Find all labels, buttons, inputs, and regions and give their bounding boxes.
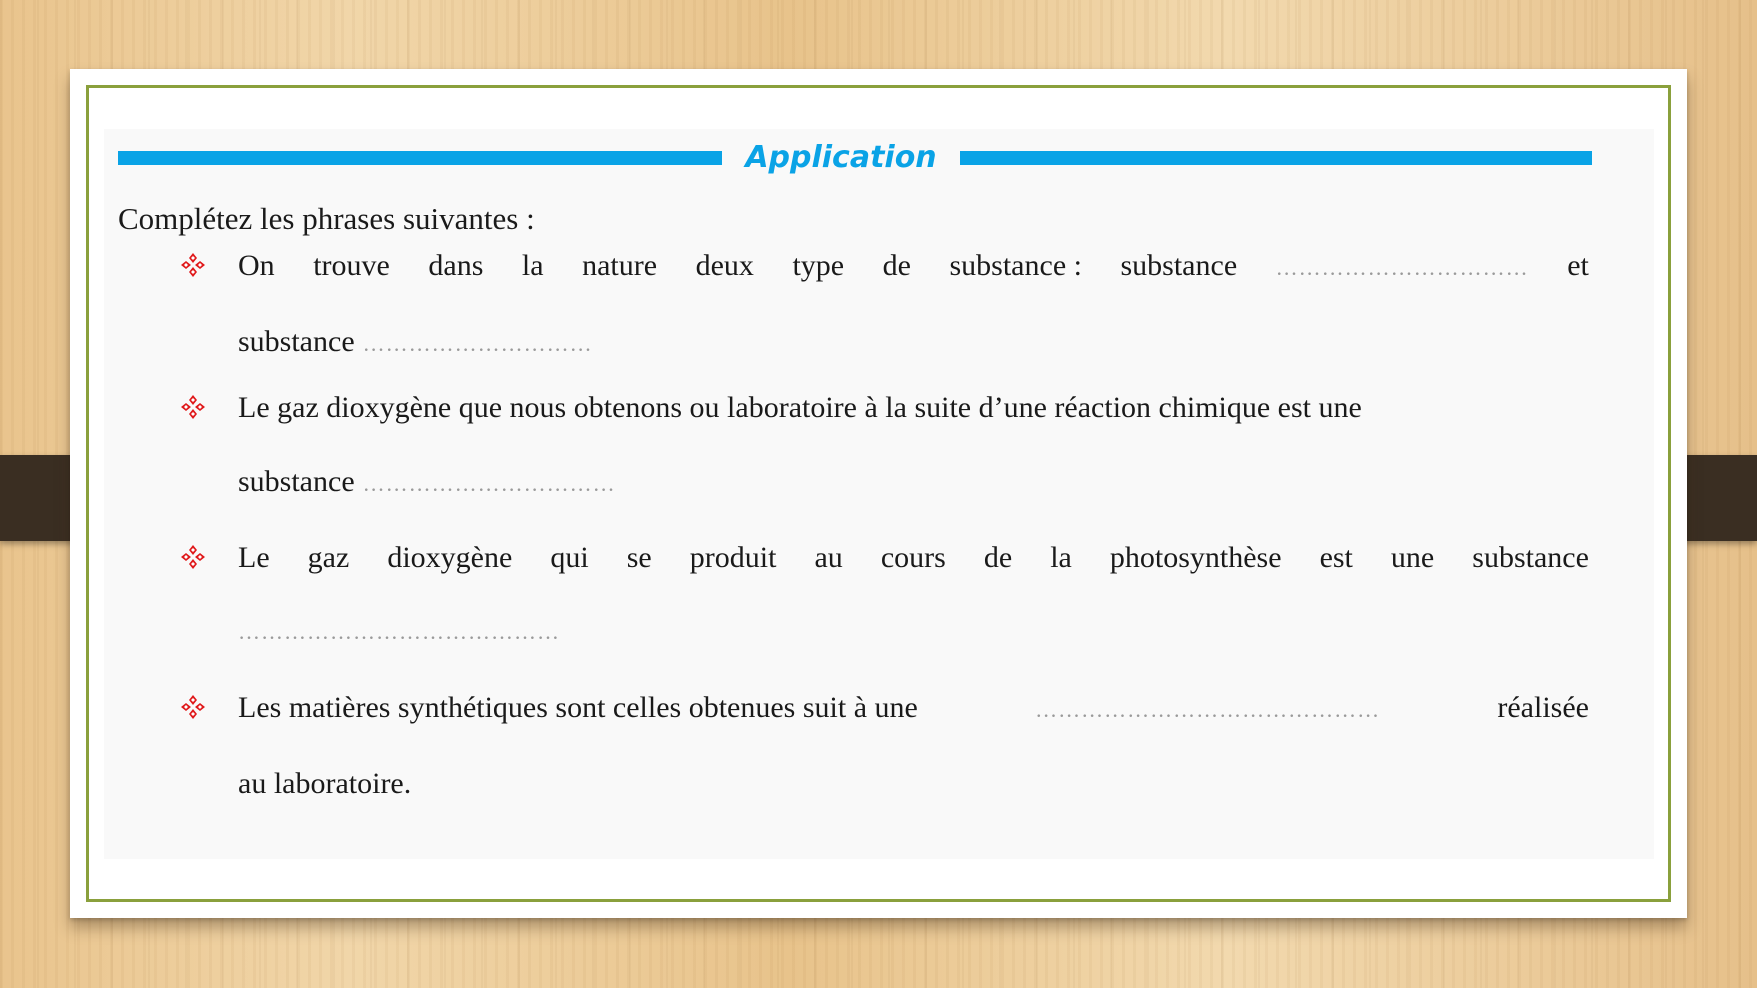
item-1-line-1 [238, 246, 1589, 288]
word: au [814, 541, 843, 574]
sentence-text: Le gaz dioxygène que nous obtenons ou laboratoire à la suite d’une réaction chimique est une [238, 391, 1362, 424]
section-title: Application [745, 140, 937, 175]
word: substance [238, 465, 355, 498]
word: type [792, 249, 845, 282]
word: réalisée [1497, 691, 1589, 724]
word: cours [880, 541, 946, 574]
word: une [1390, 541, 1435, 574]
exercise-item-4 [238, 688, 1589, 804]
item-4-line-2 [238, 764, 1589, 804]
slide-card [70, 69, 1687, 918]
exercise-item-2 [238, 388, 1589, 504]
item-3-line-2 [238, 612, 1589, 652]
word: et [1567, 249, 1589, 282]
item-3-line-1 [238, 538, 1589, 578]
item-2-line-1 [238, 388, 1589, 428]
exercise-item-3 [238, 538, 1589, 652]
word: se [626, 541, 652, 574]
fill-in-blank[interactable]: ………………………… [362, 331, 593, 356]
word: On [238, 249, 275, 282]
sentence-text: au laboratoire. [238, 767, 412, 800]
word: dans [428, 249, 484, 282]
fill-in-blank[interactable]: …………………………… [362, 471, 616, 496]
four-diamond-bullet-icon [180, 544, 206, 570]
word: substance [1472, 541, 1589, 574]
title-bar-left [118, 151, 722, 165]
word: de [983, 541, 1013, 574]
word: est [1319, 541, 1353, 574]
four-diamond-bullet-icon [180, 694, 206, 720]
instruction-text: Complétez les phrases suivantes : [118, 201, 535, 236]
item-1-line-2 [238, 322, 1589, 364]
word: produit [689, 541, 777, 574]
word: dioxygène [387, 541, 513, 574]
word: de [882, 249, 911, 282]
word: gaz [307, 541, 350, 574]
title-bar-right [960, 151, 1592, 165]
word: la [521, 249, 544, 282]
exercise-item-1 [238, 246, 1589, 364]
word: substance [238, 325, 355, 358]
word: nature [582, 249, 658, 282]
four-diamond-bullet-icon [180, 394, 206, 420]
fill-in-blank[interactable]: ……………………………………… [1035, 697, 1381, 722]
word: la [1050, 541, 1072, 574]
word: deux [695, 249, 754, 282]
word: substance [1120, 249, 1238, 282]
word: qui [550, 541, 589, 574]
item-2-line-2 [238, 462, 1589, 504]
word: substance : [949, 249, 1082, 282]
item-4-line-1 [238, 688, 1589, 730]
sentence-text: Les matières synthétiques sont celles obtenues suit à une [238, 691, 918, 724]
word: photosynthèse [1109, 541, 1282, 574]
word: Le [238, 541, 270, 574]
word: trouve [313, 249, 390, 282]
four-diamond-bullet-icon [180, 252, 206, 278]
fill-in-blank[interactable]: …………………………………… [238, 619, 560, 644]
fill-in-blank[interactable]: …………………………… [1275, 255, 1529, 280]
